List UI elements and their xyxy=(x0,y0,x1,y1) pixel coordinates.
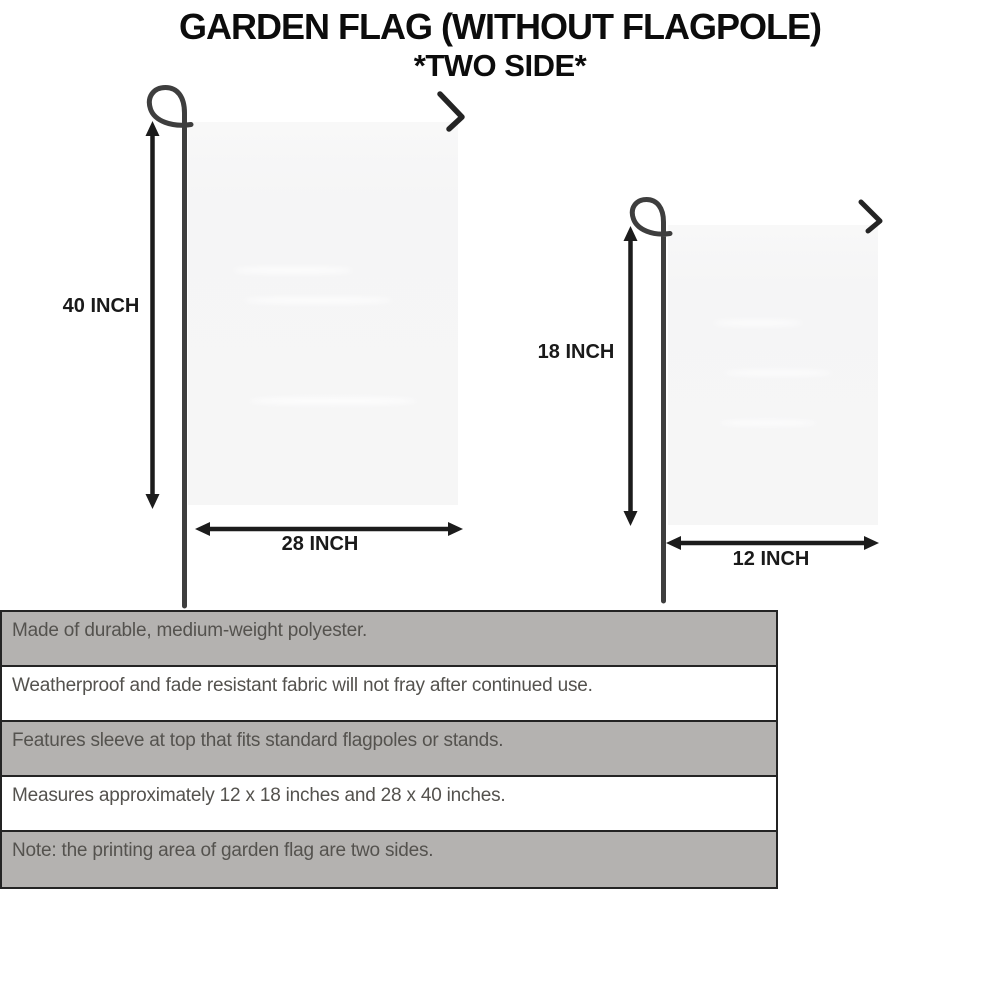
large-hanger-hook-icon xyxy=(440,94,462,129)
feature-row: Weatherproof and fade resistant fabric will not fray after continued use. xyxy=(2,667,776,722)
small-flagpole-icon xyxy=(632,200,670,602)
title-line-1: GARDEN FLAG (WITHOUT FLAGPOLE) xyxy=(179,6,821,47)
small-flag-height-label: 18 INCH xyxy=(537,341,615,363)
large-flag-width-label: 28 INCH xyxy=(281,533,359,555)
feature-row: Note: the printing area of garden flag are two sides. xyxy=(2,832,776,887)
small-flag-width-label: 12 INCH xyxy=(732,548,810,570)
title-line-2: *TWO SIDE* xyxy=(413,47,587,83)
large-flag-height-label: 40 INCH xyxy=(62,295,140,317)
large-flagpole-icon xyxy=(149,88,191,607)
feature-table xyxy=(0,610,778,889)
feature-row: Made of durable, medium-weight polyester. xyxy=(2,612,776,667)
small-hanger-hook-icon xyxy=(861,202,880,231)
feature-row: Measures approximately 12 x 18 inches and 28 x 40 inches. xyxy=(2,777,776,832)
feature-row: Features sleeve at top that fits standard flagpoles or stands. xyxy=(2,722,776,777)
small-height-arrow-icon xyxy=(624,226,638,526)
